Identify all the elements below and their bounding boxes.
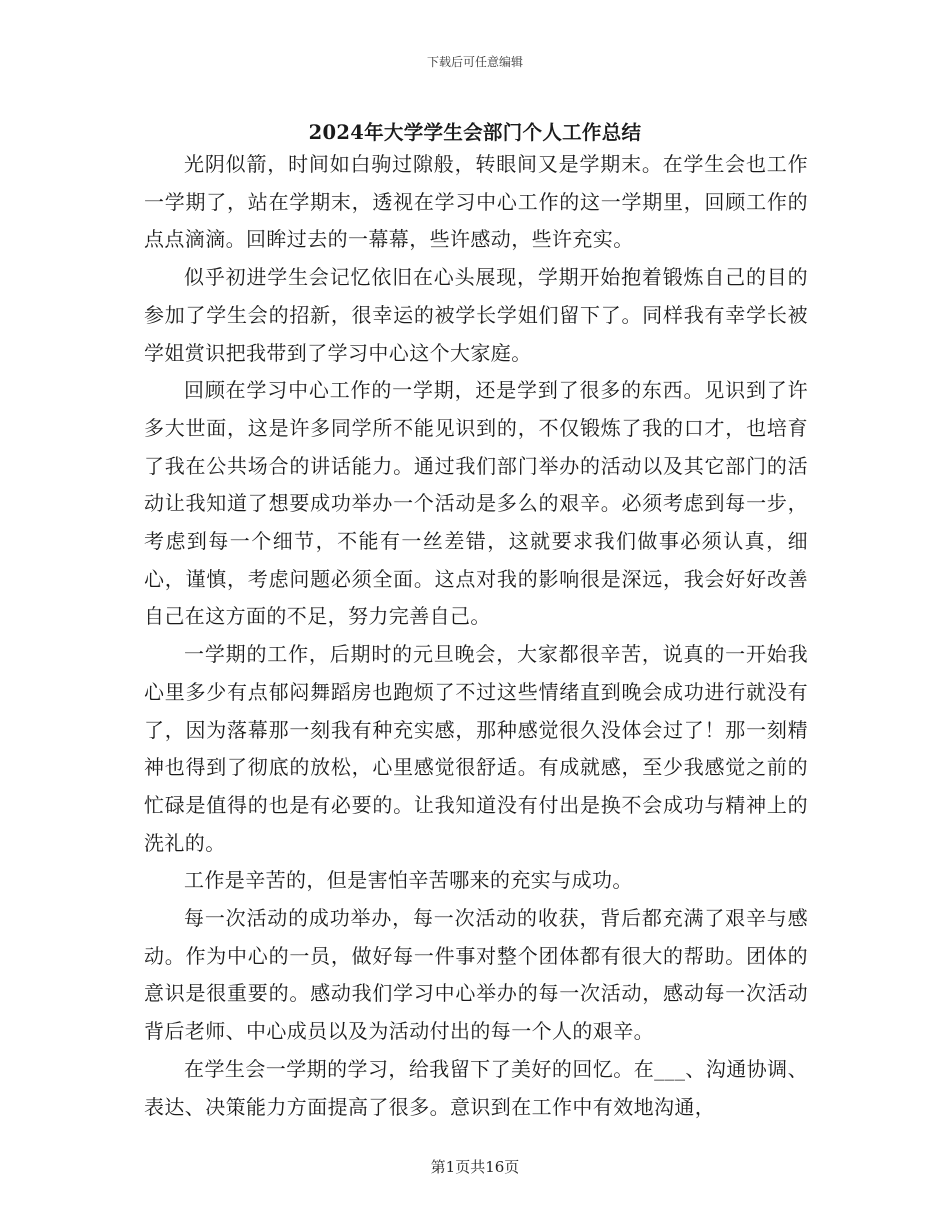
- page-number: 第1页共16页: [430, 1158, 520, 1176]
- paragraph-5: 工作是辛苦的，但是害怕辛苦哪来的充实与成功。: [184, 868, 633, 893]
- document-body: [144, 146, 808, 1126]
- paragraph-4: 一学期的工作，后期时的元旦晚会，大家都很辛苦，说真的一开始我心里多少有点郁闷舞蹈房也跑烦了不过这些情绪直到晚会成功进行就没有了，因为落幕那一刻我有种充实感，那种感觉很久没体会过了！那一刻精神也得到了彻底的放松，心里感觉很舒适。有成就感，至少我感觉之前的忙碌是值得的也是有必要的。让我知道没有付出是换不会成功与精神上的洗礼的。: [144, 642, 808, 855]
- paragraph-6: 每一次活动的成功举办，每一次活动的收获，背后都充满了艰辛与感动。作为中心的一员，做好每一件事对整个团体都有很大的帮助。团体的意识是很重要的。感动我们学习中心举办的每一次活动，感动每一次活动背后老师、中心成员以及为活动付出的每一个人的艰辛。: [144, 906, 808, 1044]
- paragraph-1: 光阴似箭，时间如白驹过隙般，转眼间又是学期末。在学生会也工作一学期了，站在学期末，透视在学习中心工作的这一学期里，回顾工作的点点滴滴。回眸过去的一幕幕，些许感动，些许充实。: [144, 152, 808, 252]
- document-title: 2024年大学学生会部门个人工作总结: [308, 121, 642, 144]
- paragraph-7: 在学生会一学期的学习，给我留下了美好的回忆。在___、沟通协调、表达、决策能力方面提高了很多。意识到在工作中有效地沟通，: [144, 1056, 808, 1119]
- page-header-note: 下载后可任意编辑: [426, 55, 523, 69]
- paragraph-3: 回顾在学习中心工作的一学期，还是学到了很多的东西。见识到了许多大世面，这是许多同学所不能见识到的，不仅锻炼了我的口才，也培育了我在公共场合的讲话能力。通过我们部门举办的活动以及其它部门的活动让我知道了想要成功举办一个活动是多么的艰辛。必须考虑到每一步，考虑到每一个细节，不能有一丝差错，这就要求我们做事必须认真，细心，谨慎，考虑问题必须全面。这点对我的影响很是深远，我会好好改善自己在这方面的不足，努力完善自己。: [144, 378, 808, 629]
- paragraph-2: 似乎初进学生会记忆依旧在心头展现，学期开始抱着锻炼自己的目的参加了学生会的招新，很幸运的被学长学姐们留下了。同样我有幸学长被学姐赏识把我带到了学习中心这个大家庭。: [144, 265, 808, 365]
